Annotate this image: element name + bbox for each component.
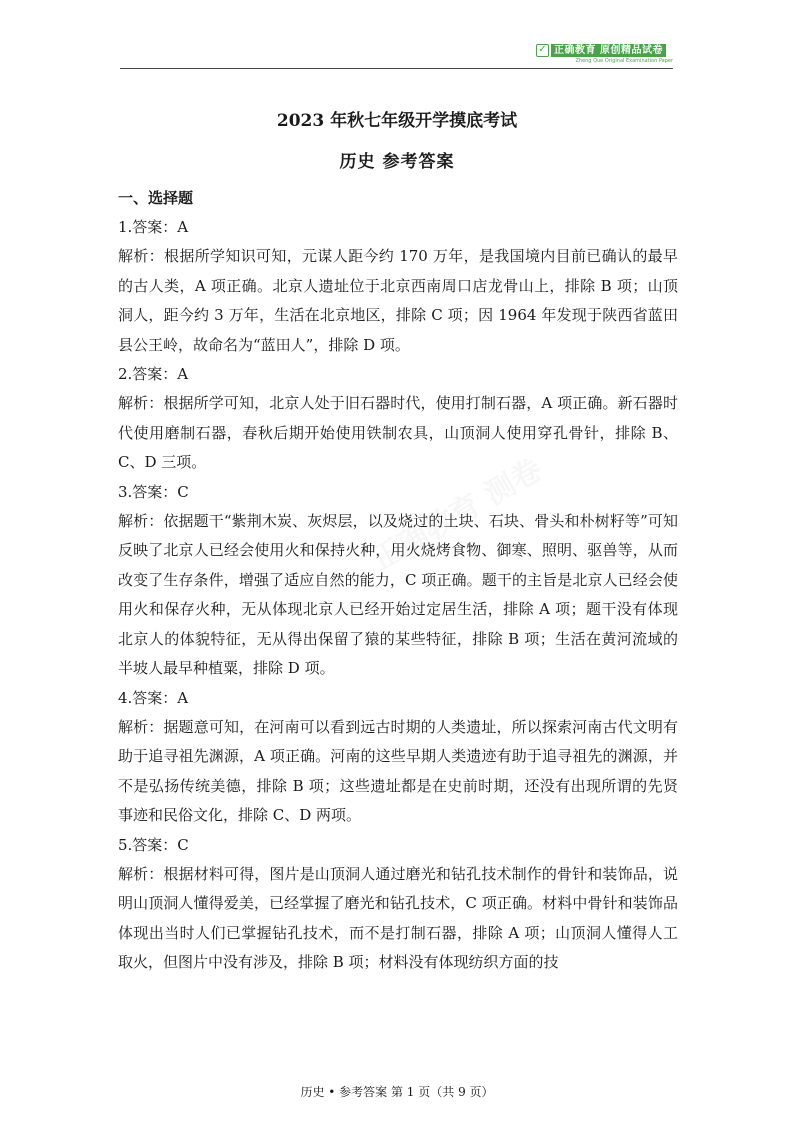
header-rule [120,68,673,69]
page-footer: 历史 • 参考答案 第 1 页（共 9 页） [300,1085,494,1099]
logo-subtitle: Zheng Que Original Examination Paper [575,58,673,64]
explanation: 解析：根据所学知识可知，元谋人距今约 170 万年，是我国境内目前已确认的最早的古人类，A 项正确。北京人遗址位于北京西南周口店龙骨山上，排除 B 项；山顶洞人，距今约 3 万年，生活在北京地区，排除 C 项；因 1964 年发现于陕西省蓝田县公王岭，故命名为“蓝田人”，排除 D 项。 [118,247,678,354]
answer-content [118,184,678,978]
answer-line: 1.答案：A [118,218,189,236]
explanation: 解析：根据材料可得，图片是山顶洞人通过磨光和钻孔技术制作的骨针和装饰品，说明山顶洞人懂得爱美，已经掌握了磨光和钻孔技术，C 项正确。材料中骨针和装饰品体现出当时人们已掌握钻孔技术，而不是打制石器，排除 A 项；山顶洞人懂得人工取火，但图片中没有涉及，排除 B 项；材料没有体现纺织方面的技 [118,864,678,971]
answer-line: 2.答案：A [118,365,189,383]
logo-text: 正确教育 原创精品试卷 [551,44,666,57]
section-heading: 一、选择题 [118,189,194,207]
page-title: 2023 年秋七年级开学摸底考试 [276,111,518,131]
page-subtitle: 历史 参考答案 [339,152,455,172]
answer-line: 3.答案：C [118,482,189,501]
answer-line: 4.答案：A [118,688,189,707]
publisher-logo [536,44,673,66]
check-icon: ✓ [536,44,549,57]
explanation: 解析：根据所学可知，北京人处于旧石器时代，使用打制石器，A 项正确。新石器时代使用磨制石器，春秋后期开始使用铁制农具，山顶洞人使用穿孔骨针，排除 B、C、D 三项。 [118,394,678,471]
explanation: 解析：依据题干“紫荆木炭、灰烬层，以及烧过的土块、石块、骨头和朴树籽等”可知反映了北京人已经会使用火和保持火种，用火烧烤食物、御寒、照明、驱兽等，从而改变了生存条件，增强了适应自然的能力，C 项正确。题干的主旨是北京人已经会使用火和保存火种，无从体现北京人已经开始过定居生活，排除 A 项；题干没有体现北京人的体貌特征，无从得出保留了猿的某些特征，排除 B 项；生活在黄河流域的半坡人最早种植粟，排除 D 项。 [118,511,678,677]
explanation: 解析：据题意可知，在河南可以看到远古时期的人类遗址，所以探索河南古代文明有助于追寻祖先渊源，A 项正确。河南的这些早期人类遗迹有助于追寻祖先的渊源，并不是弘扬传统美德，排除 B 项；这些遗址都是在史前时期，还没有出现所谓的先贤事迹和民俗文化，排除 C、D 两项。 [118,717,678,824]
answer-line: 5.答案：C [118,835,189,854]
